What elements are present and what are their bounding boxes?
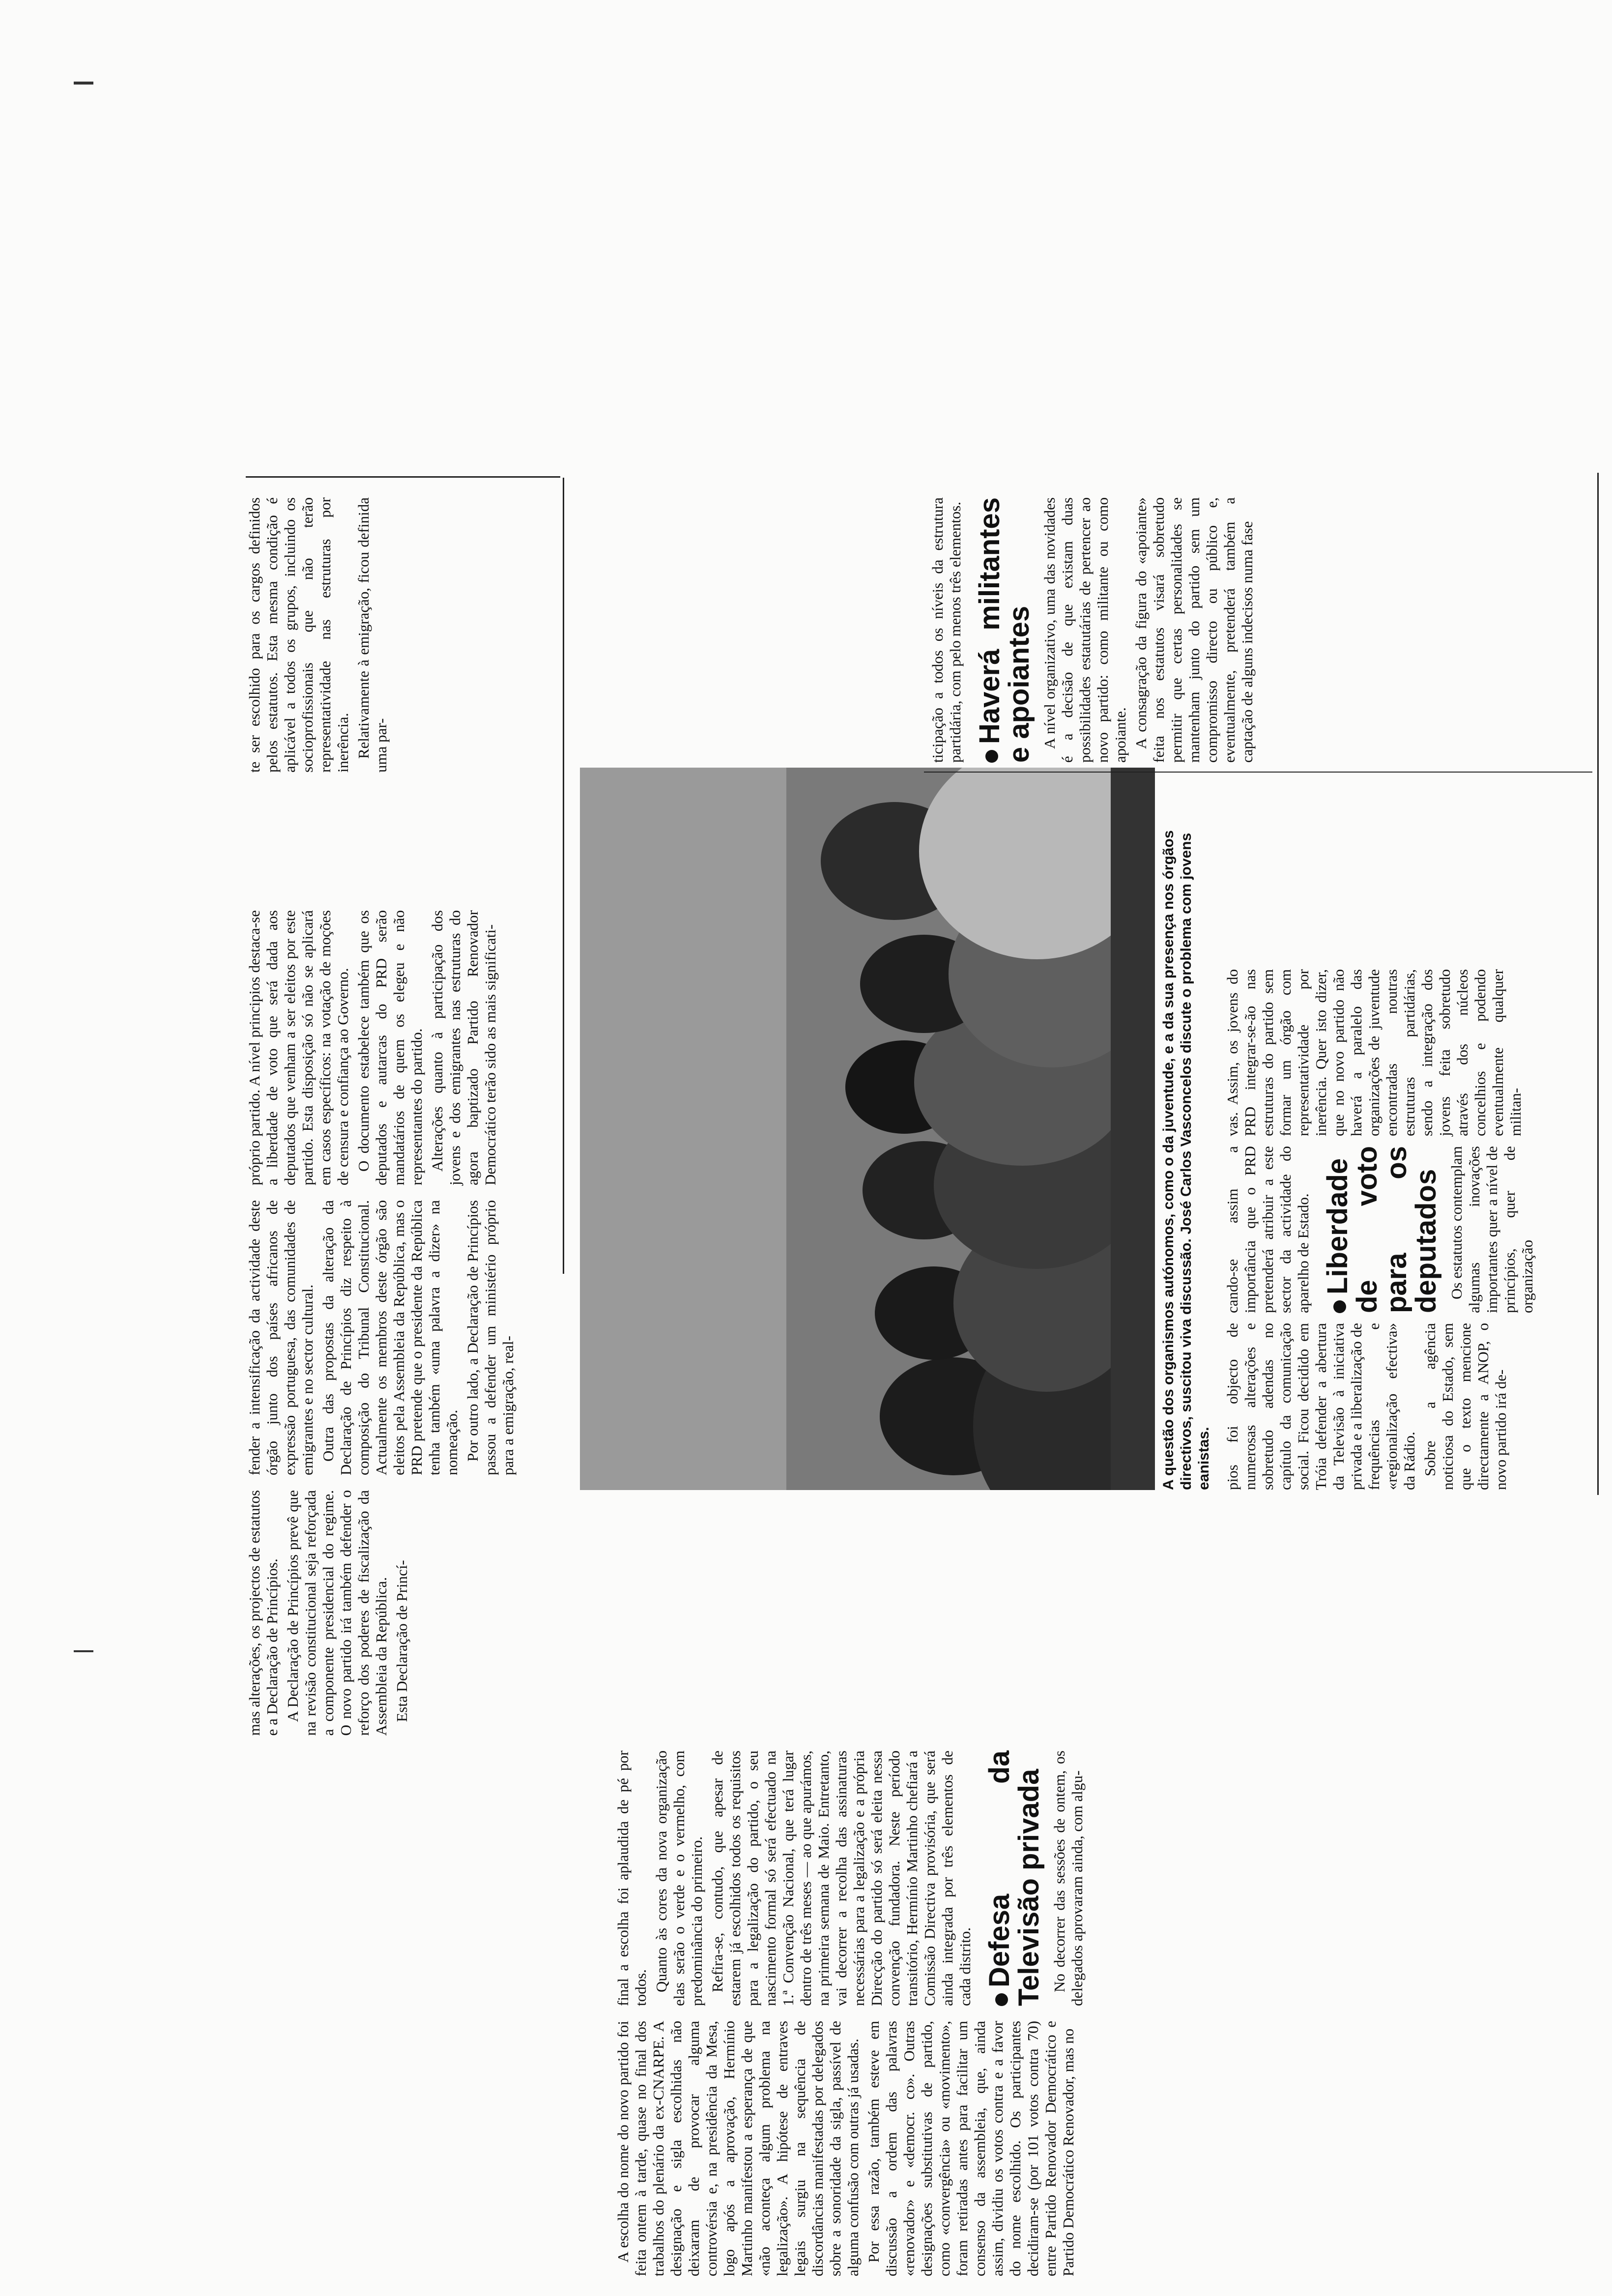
- paragraph: cando-se assim a importância que o PRD pretenderá atribuir a este sector da actividade do aparelho de Estado.: [1224, 1146, 1312, 1313]
- bottom-rule: [1597, 473, 1599, 1495]
- scan-mark: [74, 82, 93, 85]
- column-1: [614, 2021, 1080, 2276]
- paragraph: próprio partido. A nível principios destaca-se a liberdade de voto que será dada aos deputados que venham a ser eleitos por este partido. Esta disposição só não se aplicará em casos específicos: na votação de moções de censura e confiança ao Governo.: [246, 910, 351, 1185]
- people-discussing-photo: [580, 768, 1155, 1490]
- subheading: Liberdade de voto para os deputados: [1322, 1146, 1442, 1313]
- paragraph: Esta Declaração de Princí-: [393, 1560, 410, 1722]
- paragraph: Por outro lado, a Declaração de Princípios passou a defender um ministério próprio para a emigração, real-: [464, 1200, 517, 1475]
- paragraph: A nível organizativo, uma das novidades é a decisão de que existam duas possibilidades estatutárias de pertencer ao novo partido: como militante ou como apoiante.: [1041, 497, 1129, 763]
- paragraph: Por essa razão, também esteve em discussão a ordem das palavras «renovador» e «democr. co». Outras designações substitutivas de partido, como «convergência» ou «movimento», foram retiradas antes para facilitar um consenso da assembleia, que, ainda assim, dividiu os votos contra e a favor do nome escolhido. Os participantes decidiram-se (por 101 votos contra 70) entre Partido Renovador Democrático e Partido Democrático Renovador, mas no: [865, 2021, 1077, 2276]
- column-4: [246, 1200, 520, 1475]
- column-10: [929, 497, 1259, 763]
- paragraph: Sobre a agência noticiosa do Estado, sem que o texto mencione directamente a ANOP, o novo partido irá de-: [1421, 1323, 1509, 1490]
- paragraph: Refira-se, contudo, que apesar de estarem já escolhidos todos os requisitos para a legalização do partido, o seu nascimento formal só será efectuado na 1.ª Convenção Nacional, que terá lugar dentro de três meses — ao que apurámos, na primeira semana de Maio. Entretanto, vai decorrer a recolha das assinaturas necessárias para a legalização e a própria Direcção do partido só será eleita nessa convenção fundadora. Neste período transitório, Hermínio Martinho chefiará a Comissão Directiva provisória, que será ainda integrada por três elementos de cada distrito.: [709, 1751, 974, 2006]
- subheading: Defesa da Televisão privada: [983, 1751, 1045, 2006]
- paragraph: pios foi objecto de numerosas alterações e sobretudo adendas no capítulo da comunicação social. Ficou decidido em Tróia defender a abertura da Televisão à iniciativa privada e a liberalização de frequências e «regionalização efectiva» da Rádio.: [1224, 1323, 1418, 1490]
- column-6: [246, 497, 393, 773]
- column-9: [1224, 969, 1527, 1136]
- column-divider: [563, 478, 564, 1274]
- paragraph: Quanto às cores da nova organização elas serão o verde e o vermelho, com predominância do primeiro.: [653, 1751, 705, 2006]
- paragraph: No decorrer das sessões de ontem, os delegados aprovaram ainda, com algu-: [1051, 1751, 1086, 2006]
- column-5: [246, 910, 502, 1185]
- subheading: Haverá militantes e apoiantes: [974, 497, 1035, 763]
- news-photo: [580, 768, 1155, 1490]
- column-divider: [924, 772, 1592, 773]
- paragraph: Alterações quanto à participação dos jovens e dos emigrantes nas estruturas do agora baptizado Partido Renovador Democrático terão sido as mais significati-: [429, 910, 499, 1185]
- column-7: [1224, 1323, 1513, 1490]
- photo-caption: A questão dos organismos autónomos, como o da juventude, e a da sua presença nos órgãos directivos, suscitou viva discussão. José Carlos Vasconcelos discute o problema com jovens eanistas.: [1160, 830, 1212, 1490]
- paragraph: Relativamente à emigração, ficou definida uma par-: [355, 497, 390, 773]
- paragraph: Os estatutos contemplam algumas inovações importantes quer a nível de princípios, quer de organização: [1448, 1146, 1536, 1313]
- column-divider: [246, 476, 560, 478]
- paragraph: mas alterações, os projectos de estatutos e a Declaração de Princípios.: [246, 1490, 281, 1736]
- paragraph: Outra das propostas da alteração da Declaração de Princípios diz respeito à composição do Tribunal Constitucional. Actualmente os membros deste órgão são eleitos pela Assembleia da República, mas o PRD pretende que o presidente da República tenha também «uma palavra a dizer» na nomeação.: [319, 1200, 461, 1475]
- bullet-icon: [995, 1993, 1008, 2006]
- paragraph: A Declaração de Princípios prevê que na revisão constitucional seja reforçada a componente presidencial do regime. O novo partido irá também defender o reforço dos poderes de fiscalização da Assembleia da República.: [284, 1490, 390, 1736]
- paragraph: fender a intensificação da actividade deste órgão junto dos países africanos de expressão portuguesa, das comunidades de emigrantes e no sector cultural.: [246, 1200, 316, 1475]
- bullet-icon: [985, 750, 998, 763]
- paragraph: A escolha do nome do novo partido foi feita ontem à tarde, quase no final dos trabalhos do plenário da ex-CNARPE. A designação e sigla escolhidas não deixaram de provocar alguma controvérsia e, na presidência da Mesa, logo após a aprovação, Hermínio Martinho manifestou a esperança de que «não aconteça algum problema na legalização». A hipótese de entraves legais surgiu na sequência de discordâncias manifestadas por delegados sobre a sonoridade da sigla, passível de alguma confusão com outras já usadas.: [614, 2021, 862, 2276]
- column-8: [1224, 1146, 1539, 1313]
- paragraph: vas. Assim, os jovens do PRD integrar-se-ão nas estruturas do partido sem formar um órgão com representatividade por inerência. Quer isto dizer, que no novo partido não haverá a paralelo das organizações de juventude encontradas noutras estruturas partidárias, sendo a integração dos jovens feita sobretudo através dos núcleos concelhios e podendo eventualmente qualquer militan-: [1224, 969, 1524, 1136]
- scan-mark: [74, 1650, 93, 1652]
- paragraph: A consagração da figura do «apoiante» feita nos estatutos visará sobretudo permitir que certas personalidades se mantenham junto do partido sem um compromisso directo ou público e, eventualmente, pretenderá também a captação de alguns indecisos numa fase: [1132, 497, 1256, 763]
- bullet-icon: [1333, 1300, 1346, 1313]
- paragraph: te ser escolhido para os cargos definidos pelos estatutos. Esta mesma condição é aplicável a todos os grupos, incluindo os socioprofissionais que não terão representatividade nas estruturas por inerência.: [246, 497, 351, 773]
- column-2: [614, 1751, 1089, 2006]
- paragraph: ticipação a todos os níveis da estrutura partidária, com pelo menos três elementos.: [929, 497, 964, 763]
- paragraph: final a escolha foi aplaudida de pé por todos.: [614, 1751, 649, 2006]
- column-3: [246, 1490, 414, 1736]
- paragraph: O documento estabelece também que os deputados e autarcas do PRD serão mandatários de quem os elegeu e não representantes do partido.: [355, 910, 425, 1185]
